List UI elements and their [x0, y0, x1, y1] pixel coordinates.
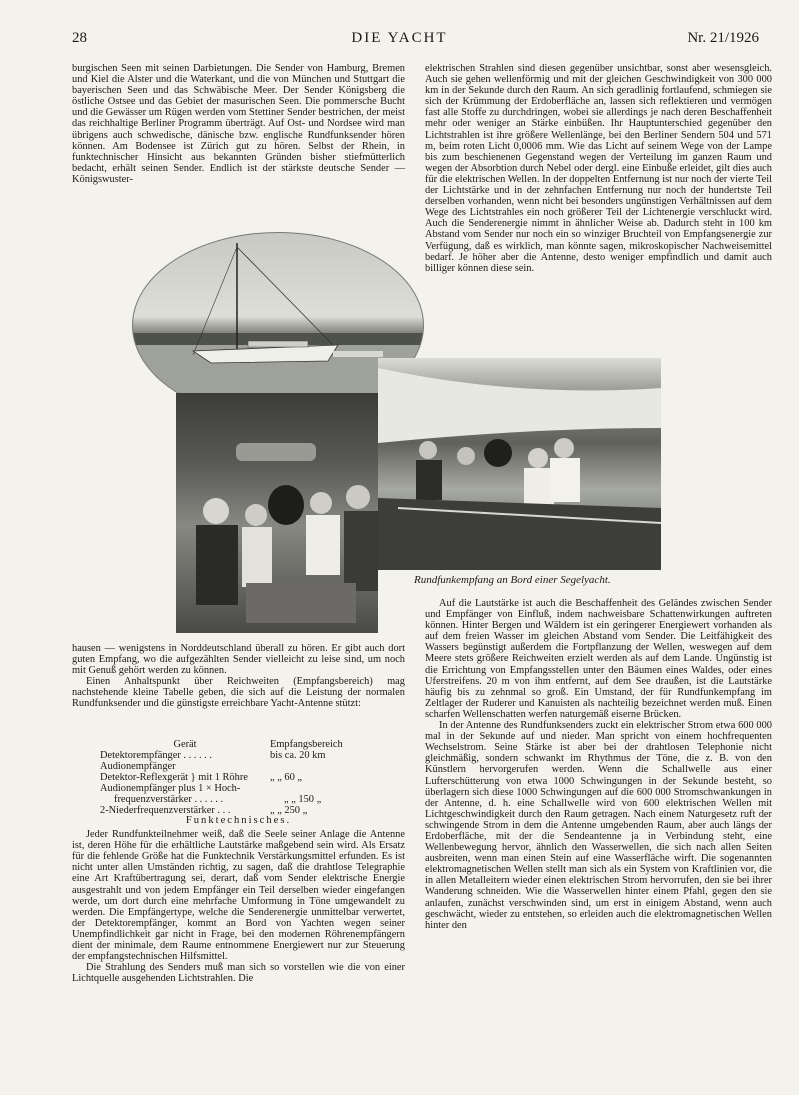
table-cell-device: 2-Niederfrequenzverstärker . . . — [100, 805, 231, 816]
table-header — [100, 739, 390, 750]
paragraph: Einen Anhaltspunkt über Reichweiten (Empfangsbereich) mag nachstehende kleine Tabelle geben, die sich auf die Leistung der normalen Rundfunksender und die günstigste erreichbare Yacht-Antenne stützt: — [72, 676, 405, 710]
table-cell-device: Audionempfänger — [100, 761, 176, 772]
cabin-radio-photo — [176, 393, 378, 633]
deck-radio-photo — [378, 358, 661, 570]
cabin-illustration — [176, 393, 378, 633]
table-cell-device: Detektorempfänger . . . . . . — [100, 750, 212, 761]
right-top-column — [425, 63, 772, 274]
table-cell-range: „ „ 60 „ — [270, 772, 303, 783]
paragraph: Die Strahlung des Senders muß man sich so vorstellen wie die von einer Lichtquelle ausgehenden Lichtstrahlen. Die — [72, 962, 405, 985]
paragraph: Jeder Rundfunkteilnehmer weiß, daß die Seele seiner Anlage die Antenne ist, deren Höhe für die erhältliche Lautstärke maßgebend sein wird. Als Ersatz für die fehlende Größe hat die Funktechnik Verstärkungsmittel erfunden. Es ist nicht unter allen Umständen richtig, zu sagen, daß die drahtlose Telegraphie eine Art Kraftübertragung sei, derart, daß vom Sender elektrische Energie ausgestrahlt und von jedem Empfänger ein Teil derselben wieder eingefangen werde, um dort durch eine mehrfache Umformung in Töne umgewandelt zu werden. Die Empfängertype, welche die Senderenergie unmittelbar verwertet, der Detektorempfänger, kommt an Bord von Yachten wegen seiner Unempfindlichkeit gar nicht in Frage, bei den modernen Röhrenempfängern dient der minimale, dem Raume entnommene Energiewert nur zur Steuerung der empfangstechnischen Hilfsmittel. — [72, 829, 405, 963]
table-head-range: Empfangsbereich — [270, 739, 343, 750]
left-bottom-column — [72, 811, 405, 984]
deck-illustration — [378, 358, 661, 570]
table-cell-range — [270, 783, 390, 794]
table-row — [100, 794, 390, 805]
table-row — [100, 750, 390, 761]
paragraph: hausen — wenigstens in Norddeutschland überall zu hören. Er gibt auch dort guten Empfang, wo die aufgezählten Sender vielleicht zu leise sind, um noch mit Genuß gehört werden zu können. — [72, 643, 405, 677]
table-cell-range — [270, 761, 390, 772]
table-head-device: Gerät — [173, 739, 197, 750]
issue-number: Nr. 21/1926 — [687, 30, 759, 46]
table-cell-device: frequenzverstärker . . . . . . — [114, 794, 224, 805]
paragraph: elektrischen Strahlen sind diesen gegenüber unsichtbar, sonst aber wesensgleich. Auch sie gehen wellenförmig und mit der gleichen Geschwindigkeit von 300 000 km in der Sekunde durch den Raum. An sich geradlinig fortlaufend, schmiegen sie sich der Krümmung der Erdoberfläche an, lassen sich reflektieren und vermögen fast alle Stoffe zu durchdringen, wobei sie allerdings je nach deren Beschaffenheit mehr oder weniger an Stärke einbüßen. Ihr Hauptunterschied gegenüber den Lichtstrahlen ist ihre größere Wellenlänge, bei den Berliner Sendern 504 und 571 m, beim roten Licht 0,0006 mm. Wie das Licht auf seinem Wege von der Lampe bis zum beschienenen Gegenstand wegen der Verteilung im ganzen Raum und wegen der Absorbtion durch Nebel oder dergl. eine Einbuße erleidet, gilt dies auch für die elektrischen Wellen. In der doppelten Entfernung ist nur noch der vierte Teil der Lichtstärke und in der zehnfachen Entfernung nur noch der hundertste Teil derselben vorhanden, wenn nicht bei besonders ungünstigen Verhältnissen auf dem Wege des Lichtstrahles ein noch größerer Teil der Lichtenergie verschluckt wird. Auch die Senderenergie nimmt in ähnlicher Weise ab. Dadurch steht in 100 km Abstand vom Sender nur noch ein so winziger Bruchteil von Empfangsenergie zur Verfügung, daß es wirklich, man könnte sagen, mikroskopischer Nachweisemittel bedarf. Je höher aber die Antenne, desto weniger empfindlich und damit auch billiger können diese sein. — [425, 63, 772, 274]
page-number: 28 — [72, 30, 87, 46]
photo-caption: Rundfunkempfang an Bord einer Segelyacht. — [414, 574, 611, 586]
range-table — [100, 739, 390, 816]
table-cell-device: Audionempfänger plus 1 × Hoch- — [100, 783, 241, 794]
right-bottom-column — [425, 598, 772, 931]
paragraph: burgischen Seen mit seinen Darbietungen. Die Sender von Hamburg, Bremen und Kiel die Alster und die Waterkant, und die von München und Stuttgart die bayerischen Seen und das Schwäbische Meer. Der Sender Königsberg die östliche Ostsee und das Gebiet der masurischen Seen. Die pommersche Bucht und die Gewässer um Rügen werden vom Stettiner Sender bestrichen, der meist das reichhaltige Berliner Programm überträgt. Auf Ost- und Nordsee wird man übrigens auch schwedische, dänische bzw. englische Rundfunksender hören können. Am Bodensee ist Zürich gut zu hören. Selbst der Rhein, in funktechnischer Hinsicht aus bekannten Gründen bisher stiefmütterlich bedacht, erhält seinen Sender. Endlich ist der stärkste deutsche Sender — Königswuster- — [72, 63, 405, 185]
table-cell-range: bis ca. 20 km — [270, 750, 326, 761]
section-heading: Funktechnisches. — [185, 815, 292, 826]
table-row — [100, 761, 390, 772]
left-top-column — [72, 63, 405, 185]
magazine-title: DIE YACHT — [351, 30, 448, 46]
paragraph: In der Antenne des Rundfunksenders zuckt ein elektrischer Strom etwa 600 000 mal in der Sekunde auf und nieder. Man spricht von einem hochfrequenten Wechselstrom. Seine Stärke ist aber bei der drahtlosen Telephonie nicht gleichmäßig, sondern schwankt im Rhythmus der Töne, die z. B. von den Künstlern hervorgerufen werden. Wenn die Schallwelle aus einer Lufterschütterung von etwa 1000 Schwingungen in der Sekunde besteht, so überlagern sich diese 1000 Schwingungen auf die 600 000 Stromschwankungen in der Antenne, d. h. eine Schallwelle wird von 600 elektrischen Wellen mit Lichtgeschwindigkeit durch den Raum getragen. Nach einem Naturgesetz ruft der schwingende Strom in dem die Antenne umgebenden Raum, aber auch längs der Erdoberfläche, mit der die Sendeantenne ja in Verbindung steht, eine Wellenbewegung hervor, ähnlich den Wasserwellen, die sich nach allen Seiten ausbreiten, wenn man einen Stein auf eine Wasserfläche wirft. Die sogenannten elektromagnetischen Wellen stellt man sich als ein System von Kraftlinien vor, die in allen Metalleitern wieder einen elektrischen Strom hervorrufen, den sie bei ihrer Wanderung schneiden. Wie die Wasserwellen hinter einem Pfahl, gegen den sie anlaufen, zunächst verschwinden sind, um erst in einigem Abstand, wenn auch geschwächt, wieder zu entstehen, so erleiden auch die elektromagnetischen Wellen hinter den — [425, 720, 772, 931]
paragraph: Auf die Lautstärke ist auch die Beschaffenheit des Geländes zwischen Sender und Empfänger von Einfluß, indem nachweisbare Schattenwirkungen auftreten können. Hinter Bergen und Wäldern ist ein geringerer Energiewert vorhanden als auf dem freien Wasser im gleichen Abstand vom Sender. Die Leitfähigkeit des Wassers begünstigt außerdem die Fortpflanzung der Wellen, weswegen auf dem Meere stets größere Reichweiten erzielt werden als auf dem Lande. Ungünstig ist die Errichtung von Empfangsstellen unter den Bäumen eines Waldes, oder eines Uferstreifens. 20 m von ihm entfernt, auf dem See draußen, ist die Lautstärke häufig bis zu zehnmal so groß. Ein Umstand, der für Rundfunkempfang im Zeltlager der Ruderer und Kanuisten als nachteilig bezeichnet werden muß. Einen scharfen Wellenschatten werfen naturgemäß eiserne Brücken. — [425, 598, 772, 720]
table-cell-range: „ „ 250 „ — [270, 805, 308, 816]
table-cell-device: Detektor-Reflexgerät } mit 1 Röhre — [100, 772, 248, 783]
table-cell-range: „ „ 150 „ — [284, 794, 322, 805]
table-row — [100, 783, 390, 794]
left-bottom-intro — [72, 643, 405, 710]
table-row — [100, 772, 390, 783]
